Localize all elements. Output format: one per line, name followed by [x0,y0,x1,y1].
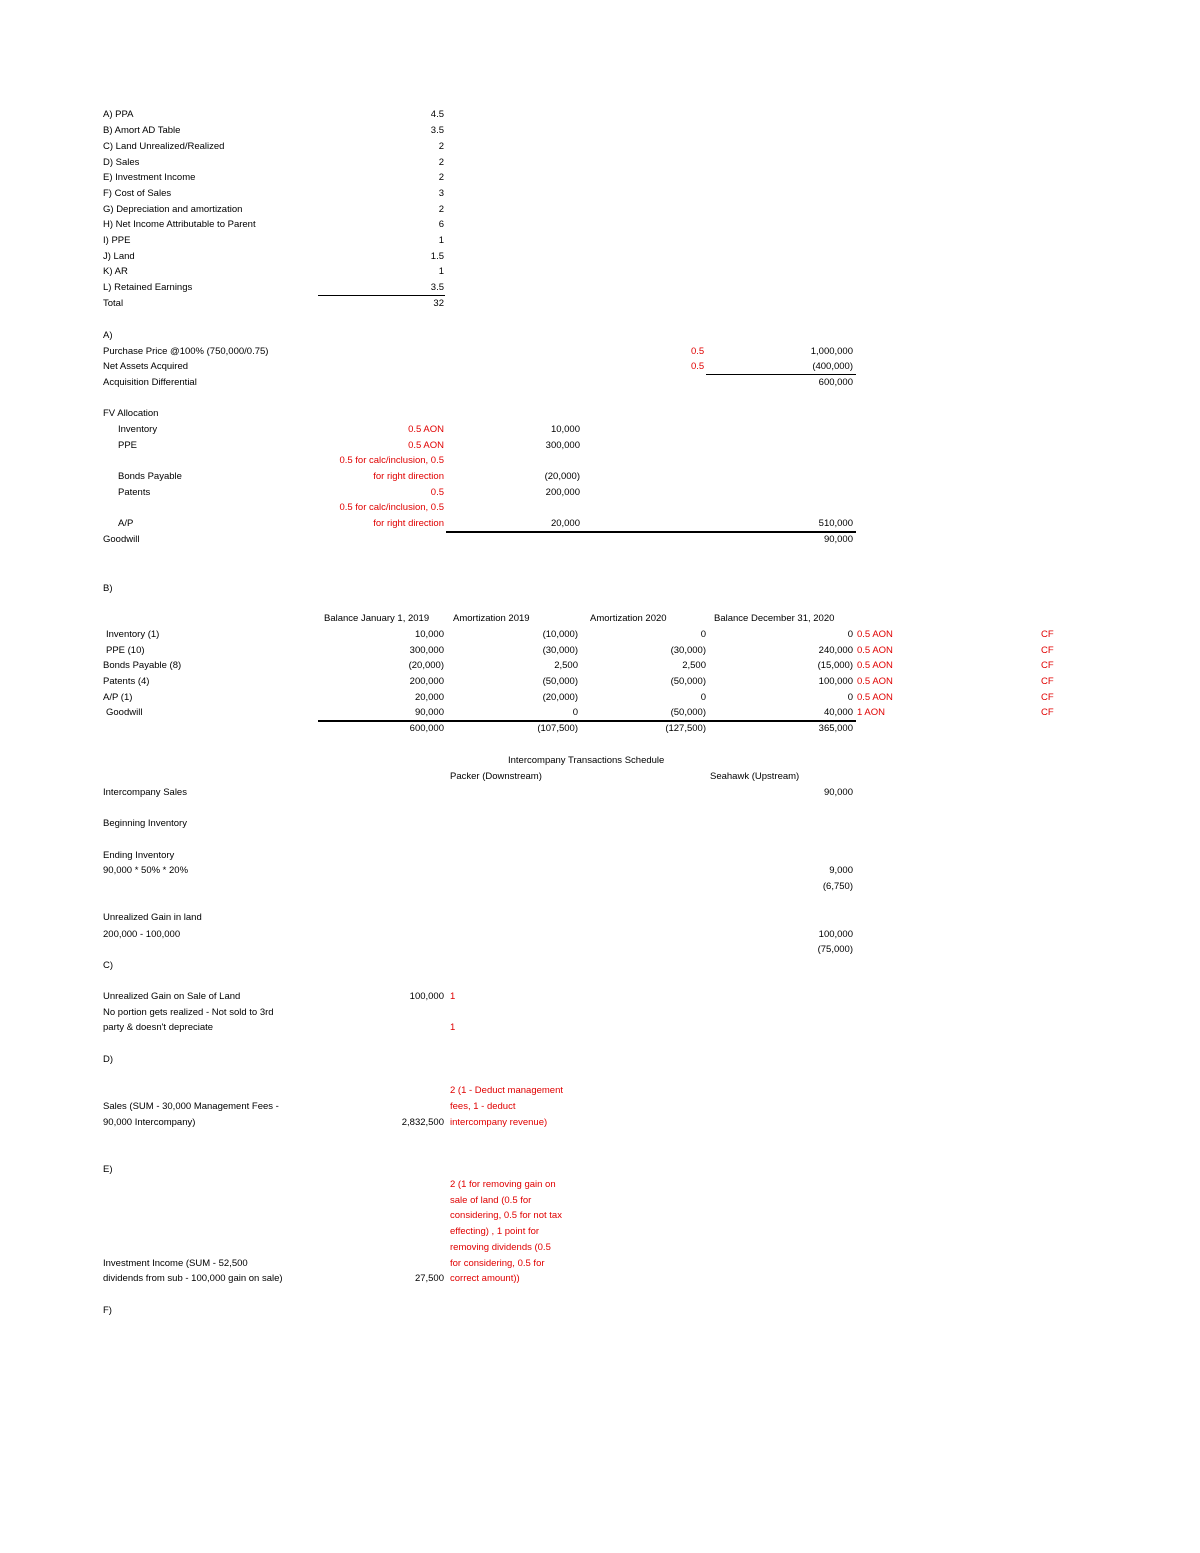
table-total: 600,000 [409,723,444,734]
line-value: 2,832,500 [401,1117,444,1128]
table-cell: (15,000) [817,660,853,671]
summary-label: E) Investment Income [103,172,196,183]
summary-divider [318,295,445,296]
summary-label: F) Cost of Sales [103,188,172,199]
points-note: 0.5 AON [857,660,893,671]
section-heading: F) [103,1305,112,1316]
points-note: for considering, 0.5 for [450,1258,545,1269]
summary-score: 1.5 [430,251,444,262]
summary-score: 3.5 [430,282,444,293]
column-header: Amortization 2020 [590,613,667,624]
table-cell: 10,000 [414,629,444,640]
goodwill-label: Goodwill [103,534,140,545]
table-cell: 2,500 [554,660,578,671]
points-note: removing dividends (0.5 [450,1242,551,1253]
table-row-label: Patents (4) [103,676,150,687]
points-note: fees, 1 - deduct [450,1101,516,1112]
table-cell: 0 [847,692,853,703]
section-heading: B) [103,583,113,594]
points-note: 0.5 [430,487,444,498]
fv-row-label: Bonds Payable [118,471,182,482]
points-note: 0.5 [691,346,705,357]
fv-row-value: 200,000 [545,487,580,498]
table-cell: 0 [700,629,706,640]
acquisition-differential-label: Acquisition Differential [103,377,197,388]
points-note: 0.5 AON [857,645,893,656]
unrealized-land-calc: 200,000 - 100,000 [103,929,181,940]
fv-row-label: Inventory [118,424,158,435]
table-cell: 20,000 [414,692,444,703]
line-label: party & doesn't depreciate [103,1022,214,1033]
ending-inventory-calc: 90,000 * 50% * 20% [103,865,189,876]
points-note: 0.5 AON [857,692,893,703]
section-heading: C) [103,960,114,971]
underline [706,374,856,375]
table-cell: 100,000 [818,676,853,687]
table-cell: (50,000) [670,676,706,687]
beginning-inventory-label: Beginning Inventory [103,818,187,829]
table-row-label: PPE (10) [106,645,145,656]
points-note: 0.5 for calc/inclusion, 0.5 [339,502,444,513]
table-row-label: Goodwill [106,707,143,718]
summary-score: 2 [438,172,444,183]
table-cell: 240,000 [818,645,853,656]
table-cell: 0 [700,692,706,703]
table-cell: (20,000) [542,692,578,703]
points-note: 0.5 for calc/inclusion, 0.5 [339,455,444,466]
summary-score: 3.5 [430,125,444,136]
purchase-price-value: 1,000,000 [810,346,853,357]
column-header: Balance December 31, 2020 [714,613,835,624]
summary-label: G) Depreciation and amortization [103,204,243,215]
section-heading: A) [103,330,113,341]
table-cell: (50,000) [670,707,706,718]
ending-inventory-value: 9,000 [829,865,853,876]
summary-label: L) Retained Earnings [103,282,193,293]
table-cell: (20,000) [408,660,444,671]
unrealized-land-after-tax: (75,000) [817,944,853,955]
cf-marker: CF [1041,707,1054,718]
summary-score: 2 [438,141,444,152]
summary-score: 1 [438,266,444,277]
points-note: 0.5 AON [408,424,444,435]
points-note: sale of land (0.5 for [450,1195,532,1206]
summary-label: D) Sales [103,157,140,168]
points-note: 0.5 AON [857,629,893,640]
section-heading: E) [103,1164,113,1175]
intercompany-sales-value: 90,000 [823,787,853,798]
points-note: for right direction [373,471,444,482]
points-note: intercompany revenue) [450,1117,548,1128]
table-cell: 300,000 [409,645,444,656]
table-total: 365,000 [818,723,853,734]
points-note: 2 (1 for removing gain on [450,1179,556,1190]
table-total: (107,500) [537,723,578,734]
summary-label: J) Land [103,251,135,262]
line-label: Sales (SUM - 30,000 Management Fees - [103,1101,279,1112]
fv-allocation-heading: FV Allocation [103,408,159,419]
cf-marker: CF [1041,676,1054,687]
section-heading: D) [103,1054,114,1065]
fv-row-value: 300,000 [545,440,580,451]
table-total: (127,500) [665,723,706,734]
summary-score: 1 [438,235,444,246]
intercompany-sales-label: Intercompany Sales [103,787,187,798]
summary-label: K) AR [103,266,128,277]
points-note: 1 [450,1022,456,1033]
fv-row-value: 10,000 [550,424,580,435]
cf-marker: CF [1041,645,1054,656]
net-assets-value: (400,000) [812,361,853,372]
points-note: 1 [450,991,456,1002]
points-note: effecting) , 1 point for [450,1226,540,1237]
cf-marker: CF [1041,629,1054,640]
table-cell: (30,000) [542,645,578,656]
summary-total-label: Total [103,298,124,309]
table-cell: 200,000 [409,676,444,687]
double-underline [318,720,856,722]
table-cell: (10,000) [542,629,578,640]
column-header: Balance January 1, 2019 [324,613,430,624]
points-note: correct amount)) [450,1273,520,1284]
line-value: 27,500 [414,1273,444,1284]
fv-row-value: (20,000) [544,471,580,482]
summary-label: H) Net Income Attributable to Parent [103,219,256,230]
table-cell: (30,000) [670,645,706,656]
goodwill-value: 90,000 [823,534,853,545]
unrealized-land-value: 100,000 [818,929,853,940]
table-cell: (50,000) [542,676,578,687]
table-row-label: Bonds Payable (8) [103,660,182,671]
summary-score: 3 [438,188,444,199]
line-label: Investment Income (SUM - 52,500 [103,1258,248,1269]
summary-label: I) PPE [103,235,131,246]
ending-inventory-after-tax: (6,750) [822,881,853,892]
table-cell: 0 [572,707,578,718]
purchase-price-label: Purchase Price @100% (750,000/0.75) [103,346,269,357]
line-label: dividends from sub - 100,000 gain on sale) [103,1273,283,1284]
summary-score: 2 [438,157,444,168]
summary-label: C) Land Unrealized/Realized [103,141,225,152]
table-cell: 90,000 [414,707,444,718]
cf-marker: CF [1041,660,1054,671]
table-cell: 40,000 [823,707,853,718]
points-note: for right direction [373,518,444,529]
acquisition-differential-value: 600,000 [818,377,853,388]
fv-row-value: 20,000 [550,518,580,529]
table-row-label: Inventory (1) [106,629,160,640]
fv-row-label: A/P [118,518,134,529]
fv-row-label: PPE [118,440,138,451]
points-note: considering, 0.5 for not tax [450,1210,562,1221]
summary-label: A) PPA [103,109,134,120]
fv-row-label: Patents [118,487,151,498]
schedule-title: Intercompany Transactions Schedule [508,755,665,766]
points-note: 0.5 AON [857,676,893,687]
summary-score: 4.5 [430,109,444,120]
summary-score: 6 [438,219,444,230]
table-row-label: A/P (1) [103,692,133,703]
table-cell: 2,500 [682,660,706,671]
summary-label: B) Amort AD Table [103,125,181,136]
ending-inventory-label: Ending Inventory [103,850,175,861]
net-assets-label: Net Assets Acquired [103,361,189,372]
double-underline [446,531,856,533]
points-note: 2 (1 - Deduct management [450,1085,564,1096]
table-cell: 0 [847,629,853,640]
column-header: Packer (Downstream) [450,771,542,782]
points-note: 0.5 [691,361,705,372]
summary-score: 2 [438,204,444,215]
column-header: Amortization 2019 [453,613,530,624]
unrealized-land-label: Unrealized Gain in land [103,912,202,923]
fv-total-value: 510,000 [818,518,853,529]
line-label: 90,000 Intercompany) [103,1117,196,1128]
points-note: 1 AON [857,707,885,718]
line-label: Unrealized Gain on Sale of Land [103,991,241,1002]
summary-total-value: 32 [433,298,444,309]
line-label: No portion gets realized - Not sold to 3rd [103,1007,274,1018]
points-note: 0.5 AON [408,440,444,451]
cf-marker: CF [1041,692,1054,703]
line-value: 100,000 [409,991,444,1002]
column-header: Seahawk (Upstream) [710,771,800,782]
